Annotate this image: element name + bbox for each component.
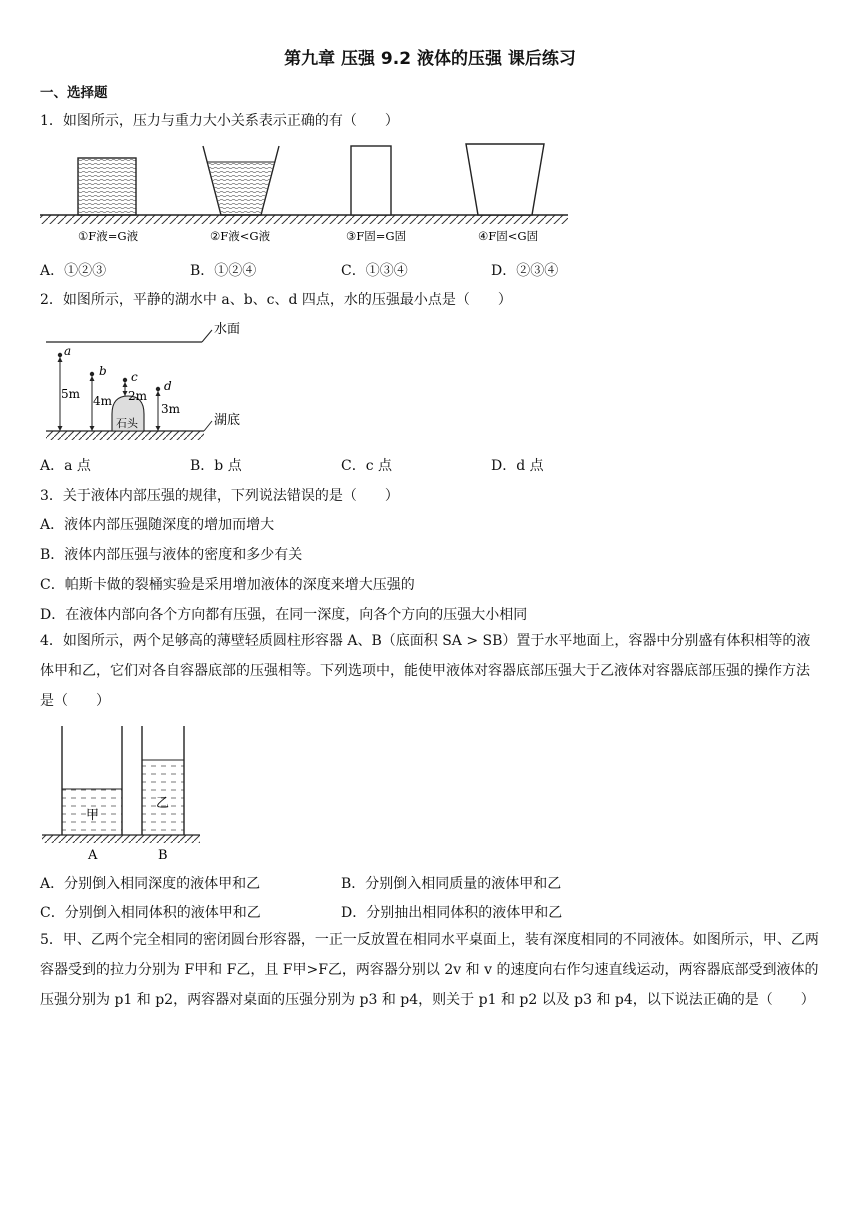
section-heading: 一、选择题 bbox=[40, 85, 108, 101]
liquid-yi-label: 乙 bbox=[156, 796, 170, 811]
stone-label: 石头 bbox=[116, 417, 138, 430]
point-d-label: d bbox=[164, 379, 172, 393]
point-b-label: b bbox=[99, 364, 107, 378]
q3-option-a: A．液体内部压强随深度的增加而增大 bbox=[40, 517, 275, 533]
q2-option-a: A．a 点 bbox=[40, 458, 91, 474]
point-c-label: c bbox=[131, 370, 138, 384]
q2-option-b: B．b 点 bbox=[190, 458, 242, 474]
q2-option-d: D．d 点 bbox=[491, 458, 544, 474]
q1-option-b: B．①②④ bbox=[190, 263, 257, 279]
q1-option-c: C．①③④ bbox=[341, 263, 408, 279]
q4-figure bbox=[40, 722, 205, 864]
solid-block-3 bbox=[351, 146, 391, 215]
q3-option-b: B．液体内部压强与液体的密度和多少有关 bbox=[40, 547, 303, 563]
q2-option-c: C．c 点 bbox=[341, 458, 393, 474]
q1-caption-1: ①F液=G液 bbox=[78, 229, 139, 243]
q1-caption-3: ③F固=G固 bbox=[346, 229, 407, 243]
q1-caption-2: ②F液<G液 bbox=[210, 229, 271, 243]
q4-stem: 4．如图所示，两个足够高的薄壁轻质圆柱形容器 A、B（底面积 SA > SB）置于水平地面上，容器中分别盛有体积相等的液体甲和乙，它们对各自容器底部的压强相等。下列选项中，能使甲液体对容器底部压强大于乙液体对容器底部压强的操作方法是（ ） bbox=[40, 633, 811, 709]
q4-option-a: A．分别倒入相同深度的液体甲和乙 bbox=[40, 876, 261, 892]
height-b-label: 4m bbox=[93, 394, 113, 408]
q3-option-c: C．帕斯卡做的裂桶实验是采用增加液体的深度来增大压强的 bbox=[40, 577, 415, 593]
q1-stem: 1．如图所示，压力与重力大小关系表示正确的有（ ） bbox=[40, 113, 399, 129]
q4-option-d: D．分别抽出相同体积的液体甲和乙 bbox=[341, 905, 563, 921]
liquid-jia-label: 甲 bbox=[86, 808, 100, 823]
solid-block-4 bbox=[466, 144, 544, 215]
q2-stem: 2．如图所示，平静的湖水中 a、b、c、d 四点，水的压强最小点是（ ） bbox=[40, 292, 512, 308]
q1-caption-4: ④F固<G固 bbox=[478, 229, 539, 243]
q5-stem: 5．甲、乙两个完全相同的密闭圆台形容器，一正一反放置在相同水平桌面上，装有深度相同的不同液体。如图所示，甲、乙两容器受到的拉力分别为 F甲和 F乙，且 F甲>F乙，两容器分别以 2v 和 v 的速度向右作匀速直线运动，两容器底部受到液体的压强分别为 p1 和 p2，两容器对桌面的压强分别为 p3 和 p4，则关于 p1 和 p2 以及 p3 和 p4，以下说法正确的是（ ） bbox=[40, 932, 819, 1008]
container-a-label: A bbox=[88, 848, 98, 863]
q3-option-d: D．在液体内部向各个方向都有压强，在同一深度，向各个方向的压强大小相同 bbox=[40, 607, 528, 623]
water-surface-label: 水面 bbox=[214, 322, 241, 337]
container-1 bbox=[78, 158, 136, 215]
lake-bottom-label: 湖底 bbox=[214, 413, 241, 428]
point-a-label: a bbox=[64, 344, 72, 358]
page-title: 第九章 压强 9.2 液体的压强 课后练习 bbox=[284, 49, 576, 69]
height-c-label: 2m bbox=[128, 389, 148, 403]
q1-option-d: D．②③④ bbox=[491, 263, 559, 279]
q3-stem: 3．关于液体内部压强的规律，下列说法错误的是（ ） bbox=[40, 488, 399, 504]
height-d-label: 3m bbox=[161, 402, 181, 416]
container-b-label: B bbox=[158, 848, 168, 863]
height-a-label: 5m bbox=[61, 387, 81, 401]
q4-option-b: B．分别倒入相同质量的液体甲和乙 bbox=[341, 876, 562, 892]
q2-figure bbox=[40, 318, 250, 446]
q4-option-c: C．分别倒入相同体积的液体甲和乙 bbox=[40, 905, 261, 921]
q1-figure bbox=[40, 138, 575, 250]
q1-option-a: A．①②③ bbox=[40, 263, 107, 279]
ground-hatch bbox=[40, 215, 568, 224]
